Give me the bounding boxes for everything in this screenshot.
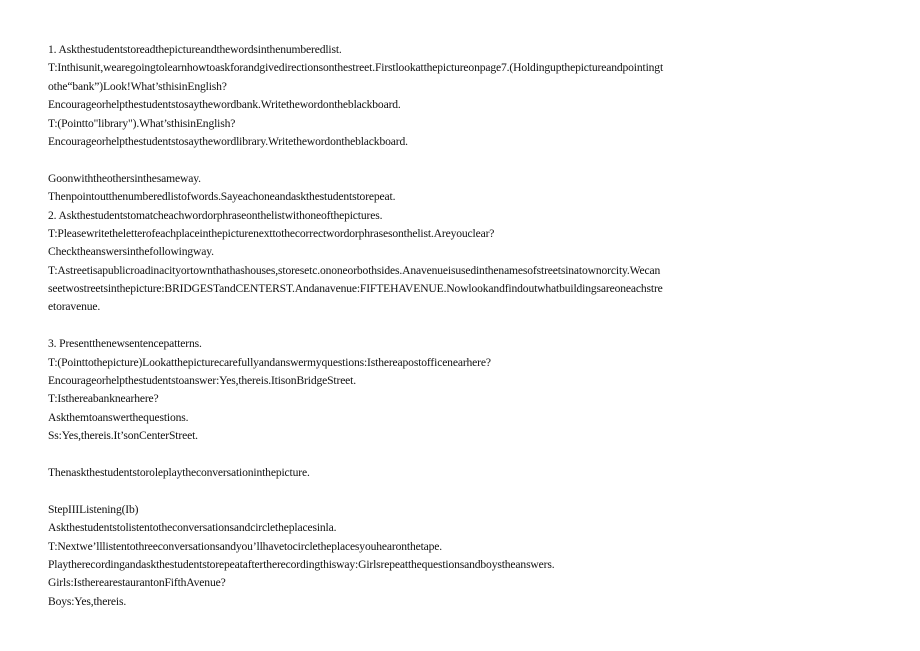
lesson-text [48, 41, 878, 611]
text-line: othe“bank”)Look!What’sthisinEnglish? [48, 79, 227, 93]
text-line: Playtherecordingandaskthestudentstorepeataftertherecordingthisway:Girlsrepeatthequestionsandboystheanswers. [48, 557, 555, 571]
text-line: Girls:IstherearestaurantonFifthAvenue? [48, 576, 226, 590]
blank-line [48, 151, 878, 169]
text-line: 1. Askthestudentstoreadthepictureandthewordsinthenumberedlist. [48, 43, 342, 56]
text-line: StepIIIListening(Ib) [48, 502, 139, 516]
text-line: Thenaskthestudentstoroleplaytheconversationinthepicture. [48, 465, 310, 479]
text-line: Goonwiththeothersinthesameway. [48, 171, 201, 185]
text-line: seetwostreetsinthepicture:BRIDGESTandCENTERST.Andanavenue:FIFTEHAVENUE.Nowlookandfindoutwhatbuildingsareoneachstre [48, 282, 663, 296]
text-line: Encourageorhelpthestudentstosaythewordlibrary.Writethewordontheblackboard. [48, 134, 408, 148]
blank-line [48, 317, 878, 335]
blank-line [48, 446, 878, 464]
text-line: Askthestudentstolistentotheconversationsandcircletheplacesinla. [48, 521, 337, 535]
text-line: etoravenue. [48, 300, 101, 314]
text-line: 3. Presentthenewsentencepatterns. [48, 337, 202, 351]
text-line: Askthemtoanswerthequestions. [48, 410, 189, 424]
text-line: T:(Pointto"library").What’sthisinEnglish? [48, 116, 236, 130]
text-line: T:(Pointtothepicture)Lookatthepicturecarefullyandanswermyquestions:Isthereapostofficenearhere? [48, 355, 491, 369]
text-line: Boys:Yes,thereis. [48, 594, 127, 608]
text-line: T:Nextwe’lllistentothreeconversationsandyou’llhavetocircletheplacesyouhearonthetape. [48, 539, 443, 553]
text-line: Thenpointoutthenumberedlistofwords.Sayeachoneandaskthestudentstorepeat. [48, 190, 396, 204]
blank-line [48, 482, 878, 500]
text-line: Encourageorhelpthestudentstoanswer:Yes,thereis.ItisonBridgeStreet. [48, 374, 356, 388]
text-line: T:Pleasewritetheletterofeachplaceinthepicturenexttothecorrectwordorphrasesonthelist.Areyouclear? [48, 226, 495, 240]
text-line: Checktheanswersinthefollowingway. [48, 245, 214, 259]
text-line: T:Isthereabanknearhere? [48, 392, 159, 406]
text-line: T:Astreetisapublicroadinacityortownthathashouses,storesetc.ononeorbothsides.Anavenueisusedinthenamesofstreetsinatownorcity.Wecan [48, 263, 661, 277]
text-line: T:Inthisunit,wearegoingtolearnhowtoaskforandgivedirectionsonthestreet.Firstlookatthepictureonpage7.(Holdingupthepictureandpointingt [48, 61, 664, 75]
text-line: Encourageorhelpthestudentstosaythewordbank.Writethewordontheblackboard. [48, 98, 401, 112]
text-line: 2. Askthestudentstomatcheachwordorphraseonthelistwithoneofthepictures. [48, 208, 383, 222]
text-line: Ss:Yes,thereis.It’sonCenterStreet. [48, 429, 198, 443]
